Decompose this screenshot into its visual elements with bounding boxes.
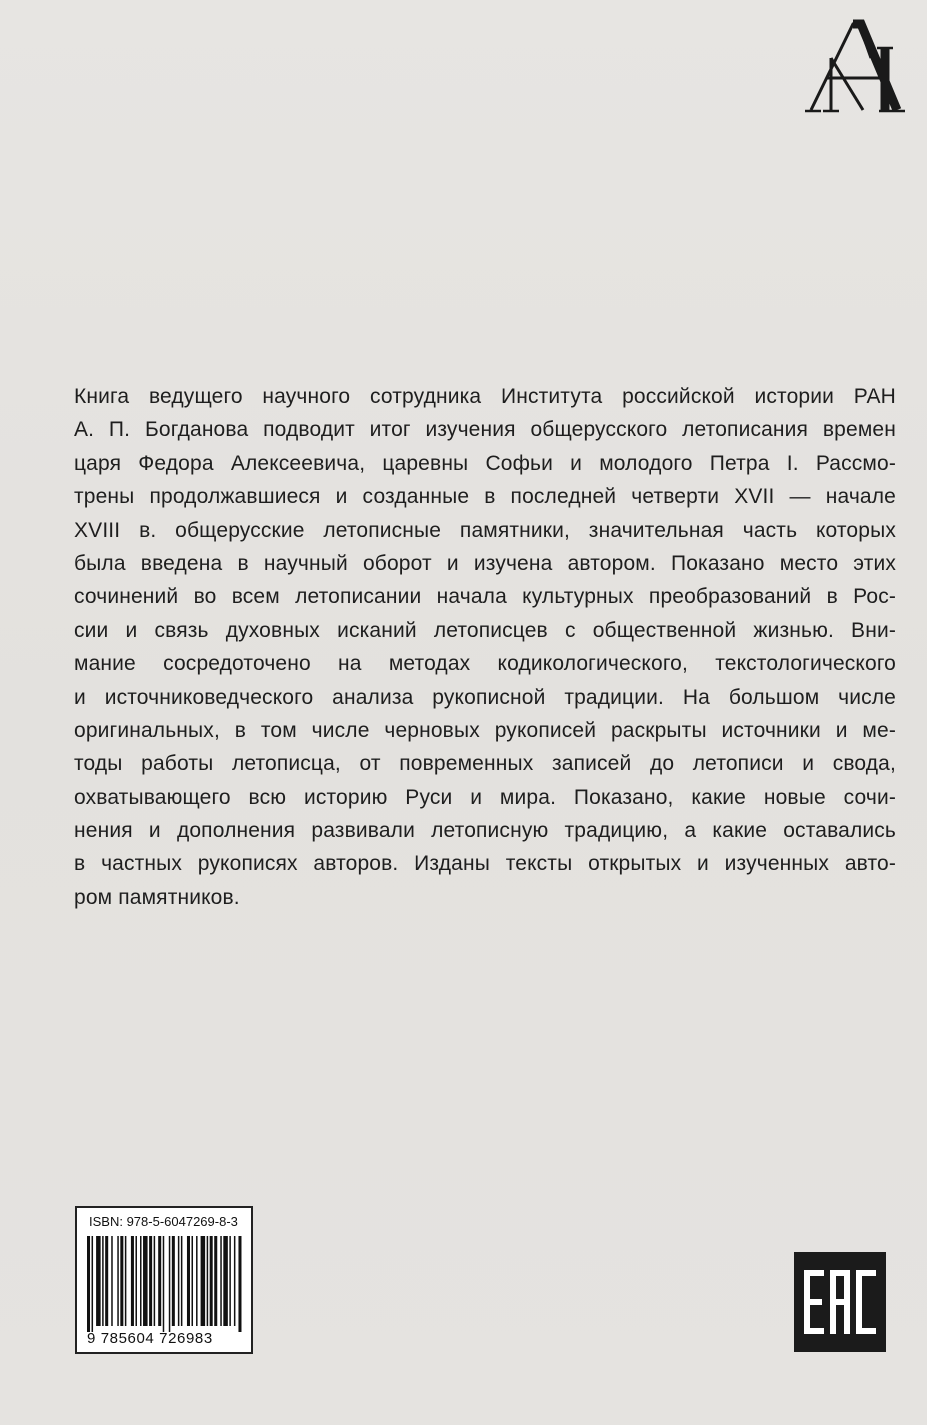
barcode-bar: [187, 1236, 190, 1326]
barcode-bar: [158, 1236, 161, 1326]
barcode-bar: [140, 1236, 142, 1326]
book-annotation: [74, 380, 896, 914]
barcode-icon: [87, 1236, 243, 1332]
barcode-bar: [105, 1236, 108, 1326]
isbn-barcode: [75, 1206, 253, 1354]
barcode-bar: [178, 1236, 180, 1326]
annotation-line: мание сосредоточено на методах кодикологического, текстологического: [74, 652, 896, 676]
barcode-bar: [192, 1236, 194, 1326]
barcode-bar: [102, 1236, 104, 1326]
publisher-am-monogram-icon: [801, 18, 911, 118]
barcode-bar: [125, 1236, 127, 1326]
annotation-line: была введена в научный оборот и изучена автором. Показано место этих: [74, 551, 896, 575]
annotation-line: и источниковедческого анализа рукописной традиции. На большом числе: [74, 685, 896, 709]
barcode-bar: [210, 1236, 213, 1326]
barcode-bar: [87, 1236, 90, 1332]
barcode-bar: [229, 1236, 231, 1326]
annotation-line: Книга ведущего научного сотрудника Института российской истории РАН: [74, 385, 896, 408]
annotation-line: сии и связь духовных исканий летописцев с общественной жизнью. Вни-: [74, 618, 896, 642]
barcode-digits: 9 785604 726983: [87, 1330, 213, 1347]
annotation-line: XVIII в. общерусские летописные памятники, значительная часть которых: [74, 518, 896, 542]
annotation-line: царя Федора Алексеевича, царевны Софьи и молодого Петра I. Рассмо-: [74, 451, 896, 475]
barcode-bar: [234, 1236, 236, 1326]
barcode-bar: [181, 1236, 183, 1326]
annotation-line: сочинений во всем летописании начала культурных преобразований в Рос-: [74, 585, 896, 609]
barcode-bar: [131, 1236, 134, 1326]
annotation-line: в частных рукописях авторов. Изданы тексты открытых и изученных авто-: [74, 852, 896, 876]
barcode-bar: [120, 1236, 123, 1326]
isbn-label: ISBN: 978-5-6047269-8-3: [89, 1214, 238, 1229]
barcode-bar: [92, 1236, 94, 1332]
annotation-line-last: ром памятников.: [74, 885, 240, 909]
barcode-bar: [96, 1236, 101, 1326]
barcode-bar: [220, 1236, 222, 1326]
barcode-bar: [238, 1236, 241, 1332]
barcode-bar: [154, 1236, 156, 1326]
annotation-line: охватывающего всю историю Руси и мира. Показано, какие новые сочи-: [74, 785, 896, 809]
annotation-line: трены продолжавшиеся и созданные в последней четверти XVII — начале: [74, 485, 896, 509]
barcode-bar: [172, 1236, 175, 1326]
barcode-bar: [214, 1236, 217, 1326]
barcode-bar: [149, 1236, 152, 1326]
barcode-bar: [117, 1236, 119, 1326]
annotation-line: А. П. Богданова подводит итог изучения общерусского летописания времен: [74, 418, 896, 442]
barcode-bar: [196, 1236, 198, 1326]
barcode-bar: [169, 1236, 171, 1332]
barcode-bar: [143, 1236, 148, 1326]
barcode-bar: [207, 1236, 209, 1326]
barcode-bar: [223, 1236, 228, 1326]
eac-conformity-mark-icon: [794, 1252, 886, 1352]
barcode-bar: [201, 1236, 206, 1326]
barcode-bar: [135, 1236, 137, 1326]
annotation-line: тоды работы летописца, от повременных записей до летописи и свода,: [74, 752, 896, 776]
barcode-bar: [111, 1236, 113, 1326]
annotation-line: нения и дополнения развивали летописную традицию, а какие оставались: [74, 819, 896, 843]
annotation-line: оригинальных, в том числе черновых рукописей раскрыты источники и ме-: [74, 718, 896, 742]
barcode-bar: [163, 1236, 165, 1332]
